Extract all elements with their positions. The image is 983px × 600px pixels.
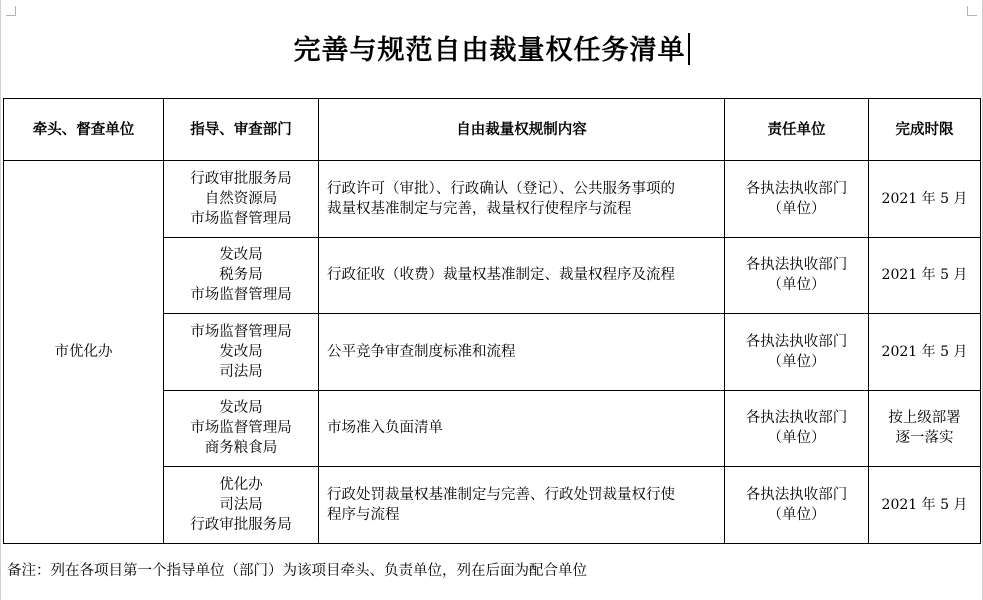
responsible-unit-cell[interactable] [725, 390, 869, 467]
deadline-cell-line: 2021 年 5 月 [881, 190, 968, 207]
task-table [3, 98, 981, 544]
deadline-cell-line: 2021 年 5 月 [881, 267, 968, 284]
guidance-dept-cell-line: 司法局 [219, 363, 263, 380]
responsible-unit-cell-line: 各执法执收部门 [745, 257, 848, 274]
guidance-dept-cell[interactable] [164, 314, 319, 391]
document-title[interactable] [0, 28, 983, 67]
content-cell-line: 行政许可（审批）、行政确认（登记）、公共服务事项的 [327, 180, 675, 197]
responsible-unit-cell-line: 各执法执收部门 [745, 486, 848, 503]
content-cell[interactable] [319, 390, 725, 467]
header-deadline[interactable]: 完成时限 [869, 99, 981, 161]
table-header-row [4, 99, 981, 161]
guidance-dept-cell-line: 发改局 [219, 400, 263, 417]
deadline-cell-line: 2021 年 5 月 [881, 496, 968, 513]
page-corner-mark [6, 6, 16, 16]
footnote[interactable]: 备注：列在各项目第一个指导单位（部门）为该项目牵头、负责单位，列在后面为配合单位 [7, 563, 587, 579]
header-responsible-unit[interactable]: 责任单位 [725, 99, 869, 161]
content-cell-line: 程序与流程 [327, 506, 400, 523]
deadline-cell[interactable] [869, 237, 981, 314]
table-body [4, 161, 981, 544]
guidance-dept-cell[interactable] [164, 467, 319, 544]
guidance-dept-cell-line: 市场监督管理局 [190, 323, 292, 340]
responsible-unit-cell-line: （单位） [767, 506, 826, 523]
guidance-dept-cell-line: 发改局 [219, 247, 263, 264]
deadline-cell-line: 按上级部署 [888, 410, 961, 427]
responsible-unit-cell[interactable] [725, 467, 869, 544]
guidance-dept-cell-line: 市场监督管理局 [190, 420, 292, 437]
content-cell-line: 行政处罚裁量权基准制定与完善、行政处罚裁量权行使 [327, 486, 675, 503]
header-guidance-dept[interactable]: 指导、审查部门 [164, 99, 319, 161]
responsible-unit-cell[interactable] [725, 314, 869, 391]
guidance-dept-cell-line: 市场监督管理局 [190, 287, 292, 304]
content-cell-line: 裁量权基准制定与完善，裁量权行使程序与流程 [327, 200, 632, 217]
deadline-cell[interactable] [869, 314, 981, 391]
document-title-text: 完善与规范自由裁量权任务清单 [293, 35, 686, 66]
guidance-dept-cell-line: 行政审批服务局 [190, 516, 292, 533]
deadline-cell[interactable] [869, 161, 981, 238]
lead-unit-cell[interactable]: 市优化办 [4, 161, 164, 544]
responsible-unit-cell-line: （单位） [767, 277, 826, 294]
responsible-unit-cell-line: （单位） [767, 200, 826, 217]
guidance-dept-cell-line: 行政审批服务局 [190, 170, 292, 187]
text-cursor [688, 33, 690, 65]
guidance-dept-cell[interactable] [164, 161, 319, 238]
responsible-unit-cell[interactable] [725, 237, 869, 314]
content-cell[interactable] [319, 161, 725, 238]
guidance-dept-cell-line: 优化办 [219, 476, 263, 493]
responsible-unit-cell[interactable] [725, 161, 869, 238]
guidance-dept-cell-line: 市场监督管理局 [190, 210, 292, 227]
guidance-dept-cell[interactable] [164, 237, 319, 314]
header-content[interactable]: 自由裁量权规制内容 [319, 99, 725, 161]
responsible-unit-cell-line: （单位） [767, 353, 826, 370]
deadline-cell[interactable] [869, 467, 981, 544]
guidance-dept-cell-line: 司法局 [219, 496, 263, 513]
deadline-cell-line: 2021 年 5 月 [881, 343, 968, 360]
page-corner-mark [967, 6, 977, 16]
guidance-dept-cell-line: 税务局 [219, 267, 263, 284]
content-cell[interactable] [319, 467, 725, 544]
guidance-dept-cell-line: 商务粮食局 [204, 440, 278, 457]
guidance-dept-cell[interactable] [164, 390, 319, 467]
responsible-unit-cell-line: 各执法执收部门 [745, 410, 848, 427]
content-cell[interactable] [319, 314, 725, 391]
content-cell-line: 行政征收（收费）裁量权基准制定、裁量权程序及流程 [327, 267, 675, 284]
content-cell-line: 市场准入负面清单 [327, 420, 443, 437]
deadline-cell-line: 逐一落实 [895, 430, 954, 447]
content-cell[interactable] [319, 237, 725, 314]
content-cell-line: 公平竞争审查制度标准和流程 [327, 343, 516, 360]
deadline-cell[interactable] [869, 390, 981, 467]
guidance-dept-cell-line: 发改局 [219, 343, 263, 360]
responsible-unit-cell-line: 各执法执收部门 [745, 333, 848, 350]
responsible-unit-cell-line: 各执法执收部门 [745, 180, 848, 197]
table-row [4, 161, 981, 238]
guidance-dept-cell-line: 自然资源局 [204, 190, 278, 207]
header-lead-unit[interactable]: 牵头、督查单位 [4, 99, 164, 161]
responsible-unit-cell-line: （单位） [767, 430, 826, 447]
